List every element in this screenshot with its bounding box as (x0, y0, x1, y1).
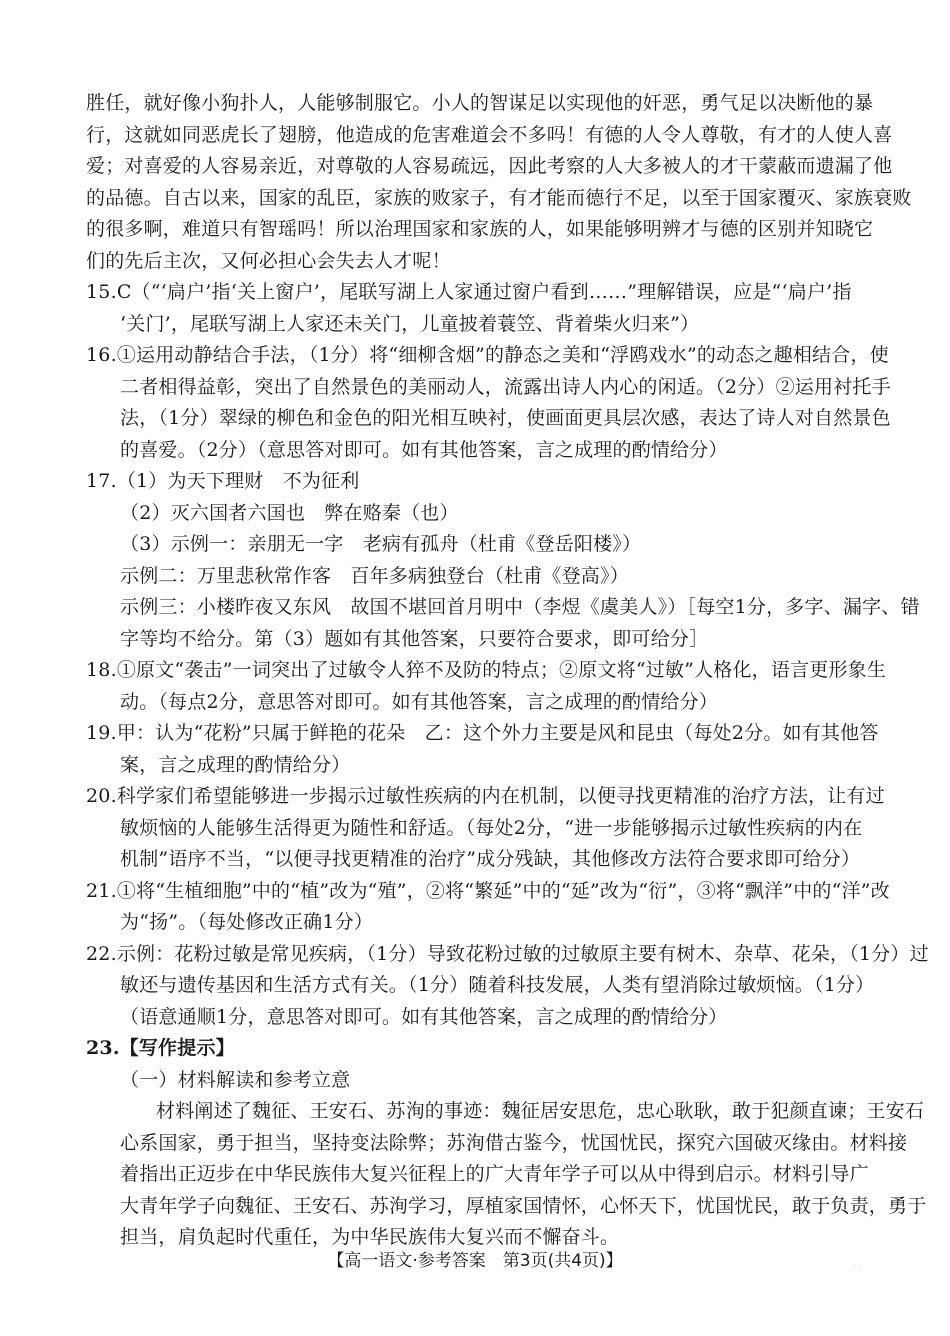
answer-16: 16.①运用动静结合手法，（1分）将“细柳含烟”的静态之美和“浮鸥戏水”的动态之趣相结合，使 (86, 344, 889, 366)
section-heading: （一）材料解读和参考立意 (120, 1068, 351, 1091)
answer-22: 22.示例：花粉过敏是常见疾病，（1分）导致花粉过敏的过敏原主要有树木、杂草、花朵，（1分）过 (86, 942, 929, 965)
answer-15: 15.C（“‘扃户’指‘关上窗户’，尾联写湖上人家通过窗户看到……”理解错误，应是“‘扃户’指 (86, 281, 852, 303)
answer-22-cont: 敏还与遗传基因和生活方式有关。（1分）随着科技发展，人类有望消除过敏烦恼。（1分） (120, 974, 875, 996)
paragraph-line: 担当，肩负起时代重任，为中华民族伟大复兴而不懈奋斗。 (120, 1226, 620, 1248)
answer-16-cont: 的喜爱。（2分）（意思答对即可。如有其他答案，言之成理的酌情给分） (120, 438, 728, 461)
answer-17-item: （3）示例一：亲朋无一字 老病有孤舟（杜甫《登岳阳楼》） (120, 533, 642, 555)
page-footer: 【高一语文·参考答案 第3页(共4页)】 (327, 1251, 623, 1271)
answer-17-item: （2）灭六国者六国也 弊在赂秦（也） (120, 501, 459, 524)
text-line: 爱；对喜爱的人容易亲近，对尊敬的人容易疏远，因此考察的人大多被人的才干蒙蔽而遗漏了他 (86, 155, 893, 177)
corner-mark: · · (854, 1262, 862, 1271)
answer-17-item: 示例二：万里悲秋常作客 百年多病独登台（杜甫《登高》） (120, 564, 629, 587)
paragraph-line: 心系国家，勇于担当，坚持变法除弊；苏洵借古鉴今，忧国忧民，探究六国破灭缘由。材料接 (120, 1131, 908, 1154)
text-line: 胜任，就好像小狗扑人，人能够制服它。小人的智谋足以实现他的奸恶，勇气足以决断他的暴 (86, 92, 874, 114)
answer-20-cont: 敏烦恼的人能够生活得更为随性和舒适。（每处2分，“进一步能够揭示过敏性疾病的内在 (120, 816, 863, 839)
answer-19-cont: 案，言之成理的酌情给分） (120, 753, 351, 776)
text-line: 行，这就如同恶虎长了翅膀，他造成的危害难道会不多吗！有德的人令人尊敬，有才的人使人喜 (86, 123, 893, 146)
answer-23-heading: 23.【写作提示】 (86, 1037, 235, 1059)
answer-17: 17.（1）为天下理财 不为征利 (86, 470, 360, 492)
answer-17-item: 示例三：小楼昨夜又东风 故国不堪回首月明中（李煜《虞美人》）［每空1分，多字、漏字、错 (120, 596, 920, 618)
text-line: 们的先后主次，又何必担心会失去人才呢！ (86, 249, 451, 272)
answer-20: 20.科学家们希望能够进一步揭示过敏性疾病的内在机制，以便寻找更精准的治疗方法，让有过 (86, 785, 885, 807)
answer-20-cont: 机制”语序不当，“以便寻找更精准的治疗”成分残缺，其他修改方法符合要求即可给分） (120, 848, 861, 870)
answer-18-cont: 动。（每点2分，意思答对即可。如有其他答案，言之成理的酌情给分） (120, 690, 718, 713)
paragraph-first-line: 材料阐述了魏征、王安石、苏洵的事迹：魏征居安思危，忠心耿耿，敢于犯颜直谏；王安石 (156, 1100, 925, 1122)
answer-18: 18.①原文“袭击”一词突出了过敏令人猝不及防的特点；②原文将“过敏”人格化，语言更形象生 (86, 659, 887, 681)
paragraph-line: 大青年学子向魏征、王安石、苏洵学习，厚植家国情怀，心怀天下，忧国忧民，敢于负责，勇于 (120, 1194, 927, 1217)
answer-16-cont: 法，（1分）翠绿的柳色和金色的阳光相互映衬，使画面更具层次感，表达了诗人对自然景色 (120, 407, 891, 429)
text-line: 的品德。自古以来，国家的乱臣，家族的败家子，有才能而德行不足，以至于国家覆灭、家族衰败 (86, 186, 912, 209)
answer-21-cont: 为“扬”。（每处修改正确1分） (120, 911, 374, 933)
answer-21: 21.①将“生植细胞”中的“植”改为“殖”，②将“繁延”中的“延”改为“衍”，③将“飘洋”中的“洋”改 (86, 879, 890, 902)
answer-16-cont: 二者相得益彰，突出了自然景色的美丽动人，流露出诗人内心的闲适。（2分）②运用衬托手 (120, 375, 891, 398)
answer-19: 19.甲：认为“花粉”只属于鲜艳的花朵 乙：这个外力主要是风和昆虫（每处2分。如有其他答 (86, 722, 879, 744)
answer-content (86, 88, 929, 1254)
answer-17-item: 字等均不给分。第（3）题如有其他答案，只要符合要求，即可给分］ (120, 627, 709, 650)
text-line: 的很多啊，难道只有智瑶吗！所以治理国家和家族的人，如果能够明辨才与德的区别并知晓它 (86, 218, 874, 240)
paragraph-line: 着指出正迈步在中华民族伟大复兴征程上的广大青年学子可以从中得到启示。材料引导广 (120, 1163, 869, 1185)
answer-15-cont: ‘关门’，尾联写湖上人家还未关门，儿童披着蓑笠、背着柴火归来”） (120, 312, 700, 335)
answer-22-cont: （语意通顺1分，意思答对即可。如有其他答案，言之成理的酌情给分） (120, 1005, 728, 1028)
